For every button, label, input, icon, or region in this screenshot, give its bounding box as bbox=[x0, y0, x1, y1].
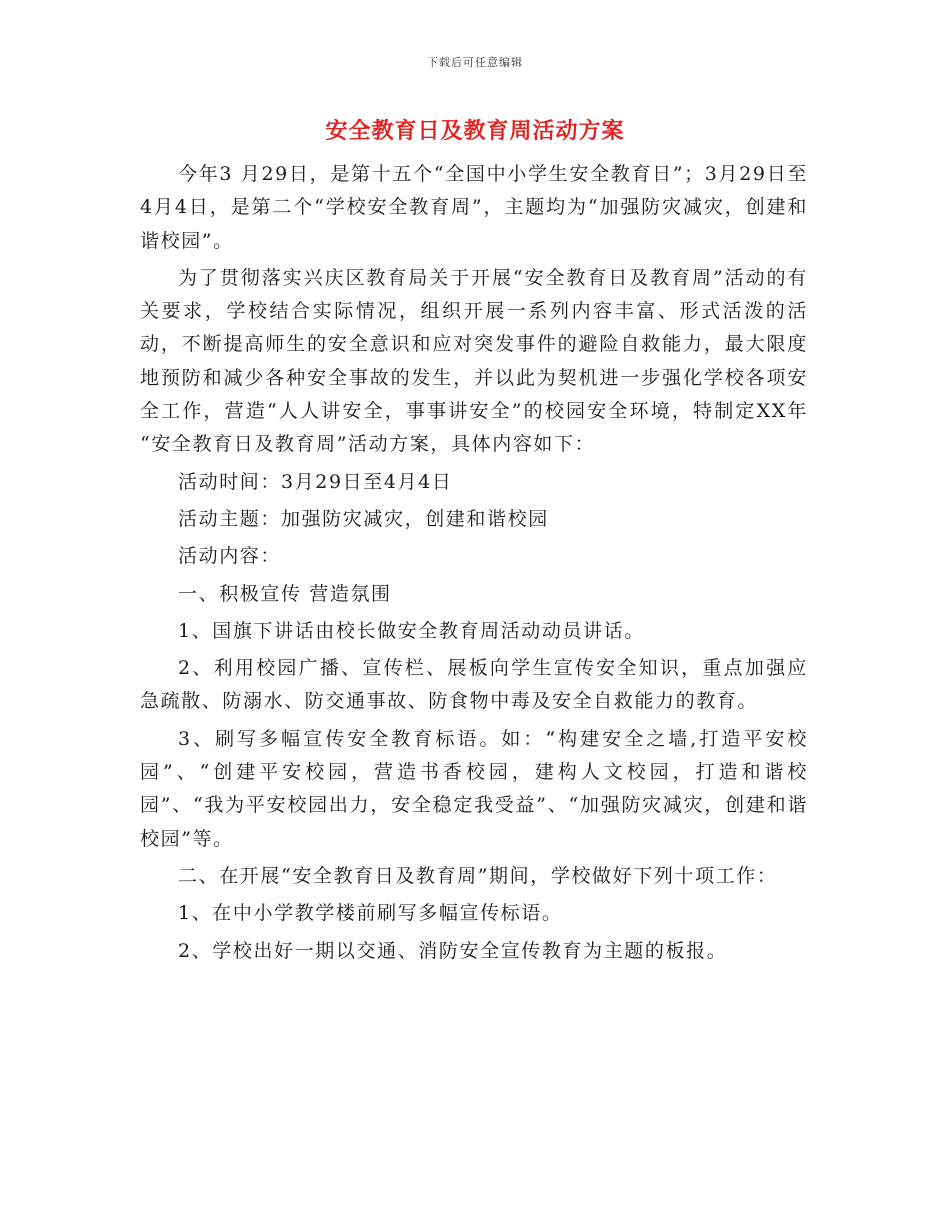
paragraph-activity-theme: 活动主题：加强防灾减灾，创建和谐校园 bbox=[178, 507, 549, 530]
paragraph-activity-time: 活动时间：3月29日至4月4日 bbox=[178, 470, 453, 493]
header-note: 下载后可任意编辑 bbox=[427, 56, 523, 69]
paragraph-intro: 今年3 月29日，是第十五个“全国中小学生安全教育日”；3月29日至4月4日，是第二个“学校安全教育周”，主题均为“加强防灾减灾，创建和谐校园”。 bbox=[140, 163, 808, 252]
paragraph-activity-content: 活动内容： bbox=[178, 545, 282, 568]
document-body bbox=[140, 158, 808, 972]
list-item: 2、利用校园广播、宣传栏、展板向学生宣传安全知识，重点加强应急疏散、防溺水、防交通事故、防食物中毒及安全自救能力的教育。 bbox=[140, 657, 808, 713]
list-item: 1、国旗下讲话由校长做安全教育周活动动员讲话。 bbox=[178, 619, 645, 642]
document-title: 安全教育日及教育周活动方案 bbox=[325, 118, 625, 144]
section-heading-1: 一、积极宣传 营造氛围 bbox=[178, 582, 392, 605]
list-item: 2、学校出好一期以交通、消防安全宣传教育为主题的板报。 bbox=[178, 939, 728, 962]
paragraph-purpose: 为了贯彻落实兴庆区教育局关于开展“安全教育日及教育周”活动的有关要求，学校结合实际情况，组织开展一系列内容丰富、形式活泼的活动，不断提高师生的安全意识和应对突发事件的避险自救能力，最大限度地预防和减少各种安全事故的发生，并以此为契机进一步强化学校各项安全工作，营造“人人讲安全，事事讲安全”的校园安全环境，特制定XX年 “安全教育日及教育周”活动方案，具体内容如下： bbox=[140, 266, 808, 456]
list-item: 1、在中小学教学楼前刷写多幅宣传标语。 bbox=[178, 902, 563, 925]
section-heading-2: 二、在开展“安全教育日及教育周”期间，学校做好下列十项工作： bbox=[178, 864, 778, 887]
list-item: 3、刷写多幅宣传安全教育标语。如：“构建安全之墙,打造平安校园”、“创建平安校园，营造书香校园，建构人文校园，打造和谐校园”、“我为平安校园出力，安全稳定我受益”、“加强防灾减灾，创建和谐校园”等。 bbox=[140, 727, 808, 850]
